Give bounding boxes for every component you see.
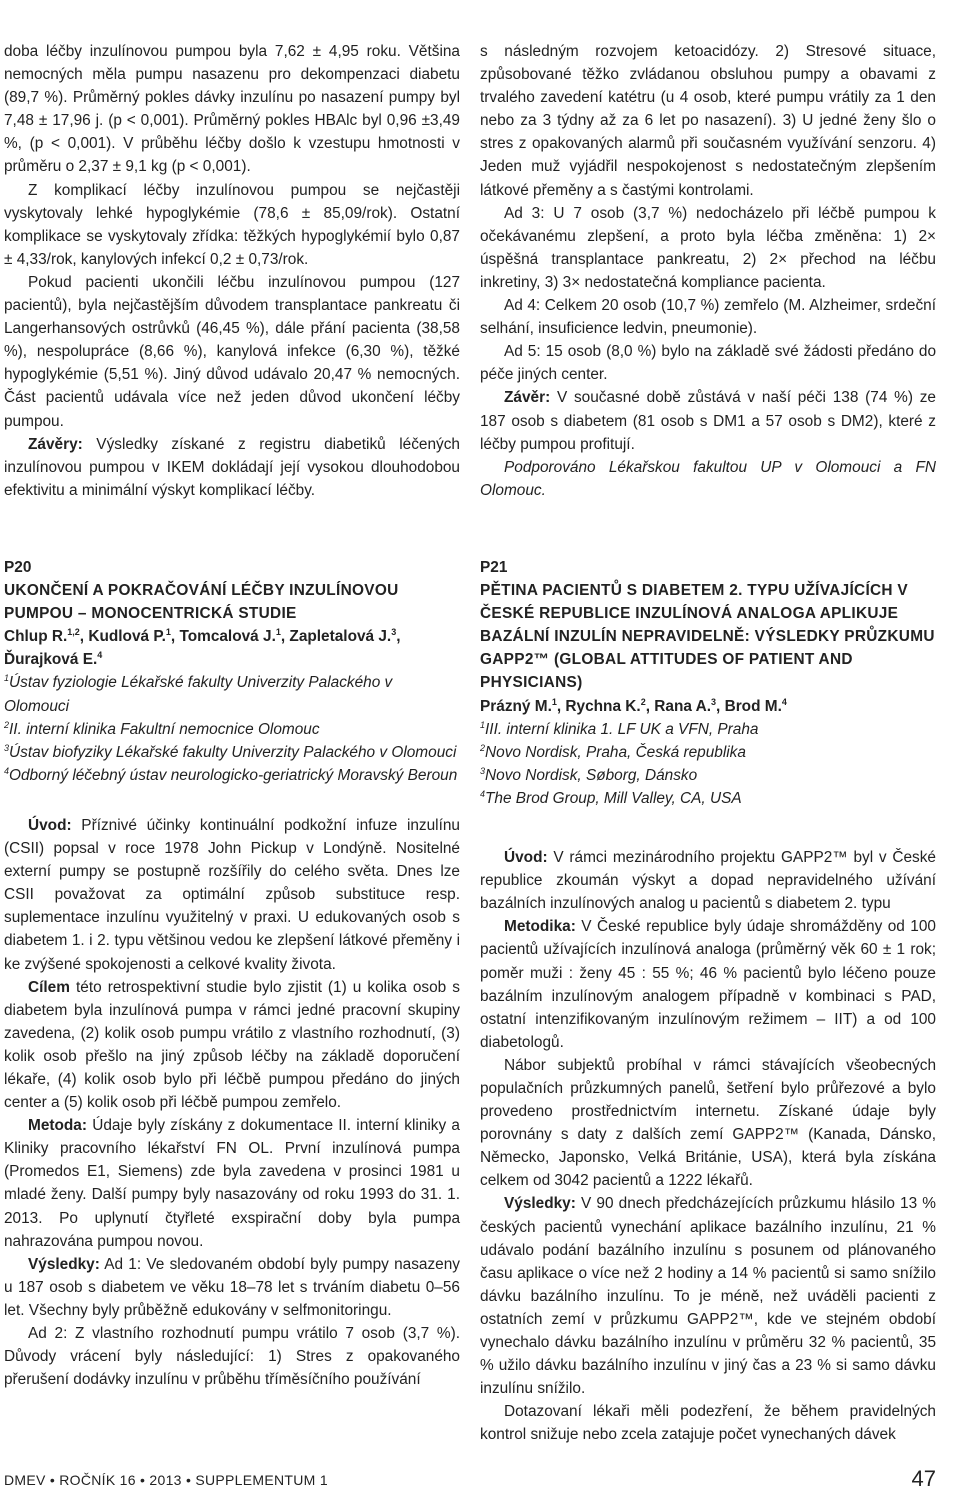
paragraph: Úvod: Příznivé účinky kontinuální podkožní infuze inzulínu (CSII) popsal v roce 1978 John Pickup v Londýně. Nositelné externí pumpy se postupně rozšířily do celého světa. Dnes lze CSII považovat za optimální způsob substituce resp. suplementace inzulínu využitelný v praxi. U edukovaných osob s diabetem 1. i 2. typu většinou vedou ke zlepšení látkové přeměny i ke zvýšené spokojenosti a celkové kvality života. <box>4 816 460 973</box>
paragraph: Dotazovaní lékaři měli podezření, že během pravidelných kontrol snižuje nebo zcela zatajuje počet vynechaných dávek <box>480 1403 936 1444</box>
author: Tomcalová J.$^1$, <box>179 627 290 646</box>
paragraph: Ad 2: Z vlastního rozhodnutí pumpu vrátilo 7 osob (3,7 %). Důvody vrácení byly následující: 1) Stres z opakovaného přerušení dodávky inzulínu v průběhu tříměsíčního používání <box>4 1325 460 1389</box>
abstract-title: PĚTINA PACIENTŮ S DIABETEM 2. TYPU UŽÍVAJÍCÍCH V ČESKÉ REPUBLICE INZULÍNOVÁ ANALOGA APLIKUJE BAZÁLNÍ INZULÍN NEPRAVIDELNĚ: VÝSLEDKY PRŮZKUMU GAPP2™ (GLOBAL ATTITUDES OF PATIENT AND PHYSICIANS) <box>480 582 935 692</box>
abstract-title: UKONČENÍ A POKRAČOVÁNÍ LÉČBY INZULÍNOVOU PUMPOU – MONOCENTRICKÁ STUDIE <box>4 582 399 623</box>
journal-footer: DMEV • ROČNÍK 16 • 2013 • SUPPLEMENTUM 1 <box>4 1472 328 1488</box>
paragraph <box>480 386 936 455</box>
author-list <box>480 695 936 718</box>
abstract-p21 <box>480 556 936 1446</box>
paragraph: s následným rozvojem ketoacidózy. 2) Stresové situace, způsobované těžko zvládanou obsluhou pumpy a obavami z trvalého zavedení katétru (u 4 osob, které pumpu vrátily za 1 den nebo za 3 týdny až za 6 let po nasazení). 3) U jedné ženy šlo o stres z opakovaných alarmů při současném využívání senzoru. 4) Jeden muž vyjádřil nespokojenost s nedostatečným zlepšením látkové přeměny a s častými kontrolami. <box>480 43 936 199</box>
author: Rana A.$^3$, <box>654 696 725 715</box>
paragraph: Ad 3: U 7 osob (3,7 %) nedocházelo při léčbě pumpou k očekávanému zlepšení, a proto byla léčba změněna: 1) 2× úspěšná transplantace pankreatu, 2) 2× přechod na léčbu inkretiny, 3) 3× nedostatečná kompliance pacienta. <box>480 204 936 291</box>
affiliation: $^4$Odborný léčebný ústav neurologicko-geriatrický Moravský Beroun <box>4 765 458 784</box>
author: Brod M.$^4$ <box>724 696 787 715</box>
continuation-right-column <box>480 40 936 502</box>
paragraph: Ad 4: Celkem 20 osob (10,7 %) zemřelo (M. Alzheimer, srdeční selhání, insuficience ledvin, pneumonie). <box>480 297 936 338</box>
page-number: 47 <box>911 1466 936 1491</box>
paragraph: Výsledky: V 90 dnech předcházejících průzkumu hlásilo 13 % českých pacientů vynechání aplikace bazálního inzulínu, 21 % udávalo podání bazálního inzulínu s posunem od plánovaného času aplikace o více než 2 hodiny a 14 % pacientů si samo snížilo dávku bazálního inzulínu. To je méně, než uváděli pacienti z ostatních zemí v průzkumu GAPP2™, kde ve stejném období vynechalo dávku bazálního inzulínu v průměru 32 % pacientů, 35 % užilo dávku bazálního inzulínu v jiný čas a 23 % si samo dávku inzulínu snížilo. <box>480 1195 936 1398</box>
affiliation: $^2$II. interní klinika Fakultní nemocnice Olomouc <box>4 719 320 738</box>
abstract-id: P21 <box>480 559 508 576</box>
affiliation: $^3$Ústav biofyziky Lékařské fakulty Univerzity Palackého v Olomouci <box>4 742 457 761</box>
paragraph-text: Výsledky získané z registru diabetiků léčených inzulínovou pumpou v IKEM dokládají její vysokou dlouhodobou efektivitu a minimální výskyt komplikací léčby. <box>4 435 460 499</box>
abstract-p20 <box>4 556 460 1391</box>
section-label: Závěry: <box>28 435 83 453</box>
affiliation: $^1$Ústav fyziologie Lékařské fakulty Univerzity Palackého v Olomouci <box>4 673 393 715</box>
paragraph: Metoda: Údaje byly získány z dokumentace II. interní kliniky a Kliniky pracovního lékařství FN OL. První inzulínová pumpa (Promedos E1, Siemens) zde byla zavedena v prosinci 1981 u mladé ženy. Další pumpy byly nasazovány od roku 1993 do 31. 1. 2013. Po uplynutí čtyřleté exspirační doby byla pumpa nahrazována pumpou novou. <box>4 1117 460 1250</box>
paragraph: Metodika: V České republice byly údaje shromážděny od 100 pacientů užívajících inzulínová analoga (průměrný věk 60 ± 1 rok; poměr muži : ženy 45 : 55 %; 46 % pacientů bylo léčeno pouze bazálním inzulínovým analogem případně v kombinaci s PAD, ostatní intenzifikovaným inzulínovým režimem – IIT) a od 100 diabetologů. <box>480 918 936 1051</box>
paragraph: Ad 5: 15 osob (8,0 %) bylo na základě své žádosti předáno do péče jiných center. <box>480 343 936 384</box>
affiliation: $^1$III. interní klinika 1. LF UK a VFN, Praha <box>480 719 759 738</box>
paragraph: Nábor subjektů probíhal v rámci stávajících všeobecných populačních průzkumných panelů, šetření bylo průřezové a bylo provedeno prostřednictvím internetu. Získané údaje byly porovnány s daty z dalších zemí GAPP2™ (Kanada, Dánsko, Německo, Japonsko, Velká Británie, USA), která byla získána celkem od 3042 pacientů a 1222 lékařů. <box>480 1056 936 1190</box>
funding-note: Podporováno Lékařskou fakultou UP v Olomouci a FN Olomouc. <box>480 458 936 499</box>
paragraph: Výsledky: Ad 1: Ve sledovaném období byly pumpy nasazeny u 187 osob s diabetem ve věku 18–78 let s trváním diabetu 0–56 let. Všechny byly průběžně edukovány v selfmonitoringu. <box>4 1255 460 1319</box>
paragraph-text: V současné době zůstává v naší péči 138 (74 %) ze 187 osob s diabetem (81 osob s DM1 a 57 osob s DM2), které z léčby pumpou profitují. <box>480 389 936 453</box>
author-list <box>4 625 460 671</box>
paragraph: Z komplikací léčby inzulínovou pumpou se nejčastěji vyskytovaly lehké hypoglykémie (78,6 ± 85,09/rok). Ostatní komplikace se vyskytovaly zřídka: těžkých hypoglykémií bylo 0,87 ± 4,33/rok, kanylových infekcí 0,2 ± 0,73/rok. <box>4 181 460 268</box>
author: Ďurajková E.$^4$ <box>4 650 103 669</box>
affiliation: $^4$The Brod Group, Mill Valley, CA, USA <box>480 788 742 807</box>
continuation-left-column <box>4 40 460 502</box>
section-label: Závěr: <box>504 389 551 407</box>
paragraph: Úvod: V rámci mezinárodního projektu GAPP2™ byl v České republice zkoumán výskyt a dopad nepravidelného užívání bazálních inzulínových analog u pacientů s diabetem 2. typu <box>480 849 936 913</box>
paragraph: Pokud pacienti ukončili léčbu inzulínovou pumpou (127 pacientů), byla nejčastějším důvodem transplantace pankreatu či Langerhansových ostrůvků (46,45 %), dále přání pacienta (38,58 %), nespolupráce (8,66 %), kanylová infekce (6,30 %), těžké hypoglykémie (5,51 %). Jiný důvod udávalo 20,47 % nemocných. Část pacientů udávala více než jeden důvod ukončení léčby pumpou. <box>4 273 460 430</box>
affiliation: $^3$Novo Nordisk, Søborg, Dánsko <box>480 765 698 784</box>
author: Chlup R.$^{1,2}$, <box>4 627 89 646</box>
paragraph: doba léčby inzulínovou pumpou byla 7,62 ± 4,95 roku. Většina nemocných měla pumpu nasazenu pro dekompenzaci diabetu (89,7 %). Průměrný pokles dávky inzulínu po nasazení pumpy byl 7,48 ± 17,96 j. (p < 0,001). Průměrný pokles HBAlc byl 0,96 ±3,49 %, (p < 0,001). V průběhu léčby došlo k vzestupu hmotnosti v průměru o 2,37 ± 9,1 kg (p < 0,001). <box>4 43 460 176</box>
abstract-id: P20 <box>4 559 32 576</box>
author: Zapletalová J.$^3$, <box>289 627 401 646</box>
paragraph: Cílem této retrospektivní studie bylo zjistit (1) u kolika osob s diabetem byla inzulínová pumpa v rámci jedné pracovní skupiny zavedena, (2) kolik osob pumpu vrátilo z vlastního rozhodnutí, (3) kolik osob přešlo na jiný způsob léčby na základě doporučení lékaře, (4) kolik osob bylo při léčbě pumpou předáno do jiných center a (5) kolik osob při léčbě pumpou zemřelo. <box>4 978 460 1112</box>
paragraph <box>4 433 460 502</box>
affiliation: $^2$Novo Nordisk, Praha, Česká republika <box>480 742 746 761</box>
author: Prázný M.$^1$, <box>480 696 566 715</box>
author: Kudlová P.$^1$, <box>88 627 180 646</box>
author: Rychna K.$^2$, <box>565 696 655 715</box>
